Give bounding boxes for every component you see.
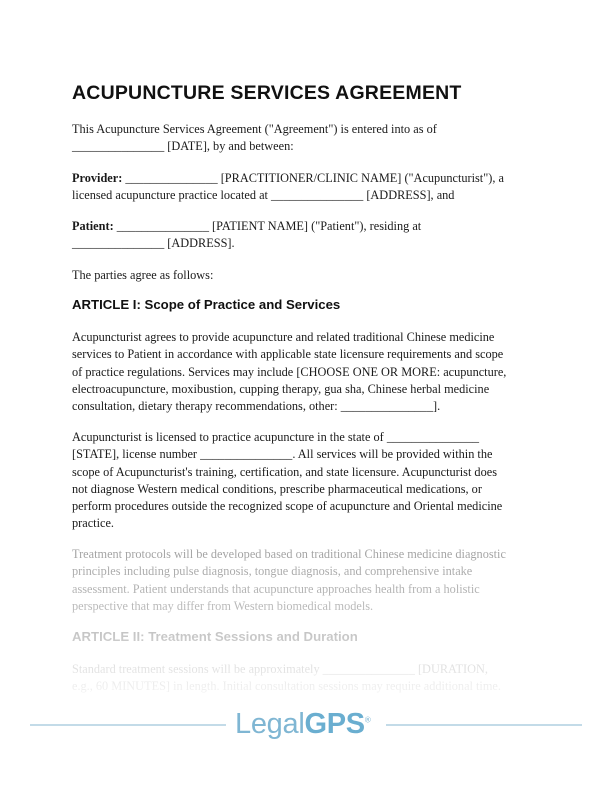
article-1-heading: ARTICLE I: Scope of Practice and Services: [72, 297, 341, 312]
provider-paragraph: Provider: _______________ [PRACTITIONER/CLINIC NAME] ("Acupuncturist"), a licensed acupuncture practice located at _______________ [ADDRESS], and: [72, 171, 504, 203]
article-1-paragraph-2: Acupuncturist is licensed to practice acupuncture in the state of _______________ [STATE], license number _______________. All services will be provided within the scope of Acupuncturist's training, certification, and state licensure. Acupuncturist does not diagnose Western medical conditions, prescribe pharmaceutical medications, or perform procedures outside the recognized scope of acupuncture and Oriental medicine practice.: [72, 430, 503, 531]
footer-rule-left: [30, 724, 226, 726]
legalgps-logo: LegalGPS®: [235, 708, 371, 740]
document-title: ACUPUNCTURE SERVICES AGREEMENT: [72, 82, 462, 104]
footer-rule-right: [386, 724, 582, 726]
patient-label: Patient:: [72, 219, 114, 233]
preview-fade-overlay: [0, 530, 612, 792]
parties-agree-text: The parties agree as follows:: [72, 268, 214, 282]
article-1-paragraph-1: Acupuncturist agrees to provide acupuncture and related traditional Chinese medicine services to Patient in accordance with applicable state licensure requirements and scope of practice regulations. Services may include [CHOOSE ONE OR MORE: acupuncture, electroacupuncture, moxibustion, cupping therapy, gua sha, Chinese herbal medicine consultation, dietary therapy recommendations, other: _______________].: [72, 330, 507, 414]
intro-paragraph: This Acupuncture Services Agreement ("Agreement") is entered into as of _______________ [DATE], by and between:: [72, 122, 437, 154]
provider-label: Provider:: [72, 171, 123, 185]
patient-paragraph: Patient: _______________ [PATIENT NAME] ("Patient"), residing at _______________ [ADDRESS].: [72, 219, 422, 251]
